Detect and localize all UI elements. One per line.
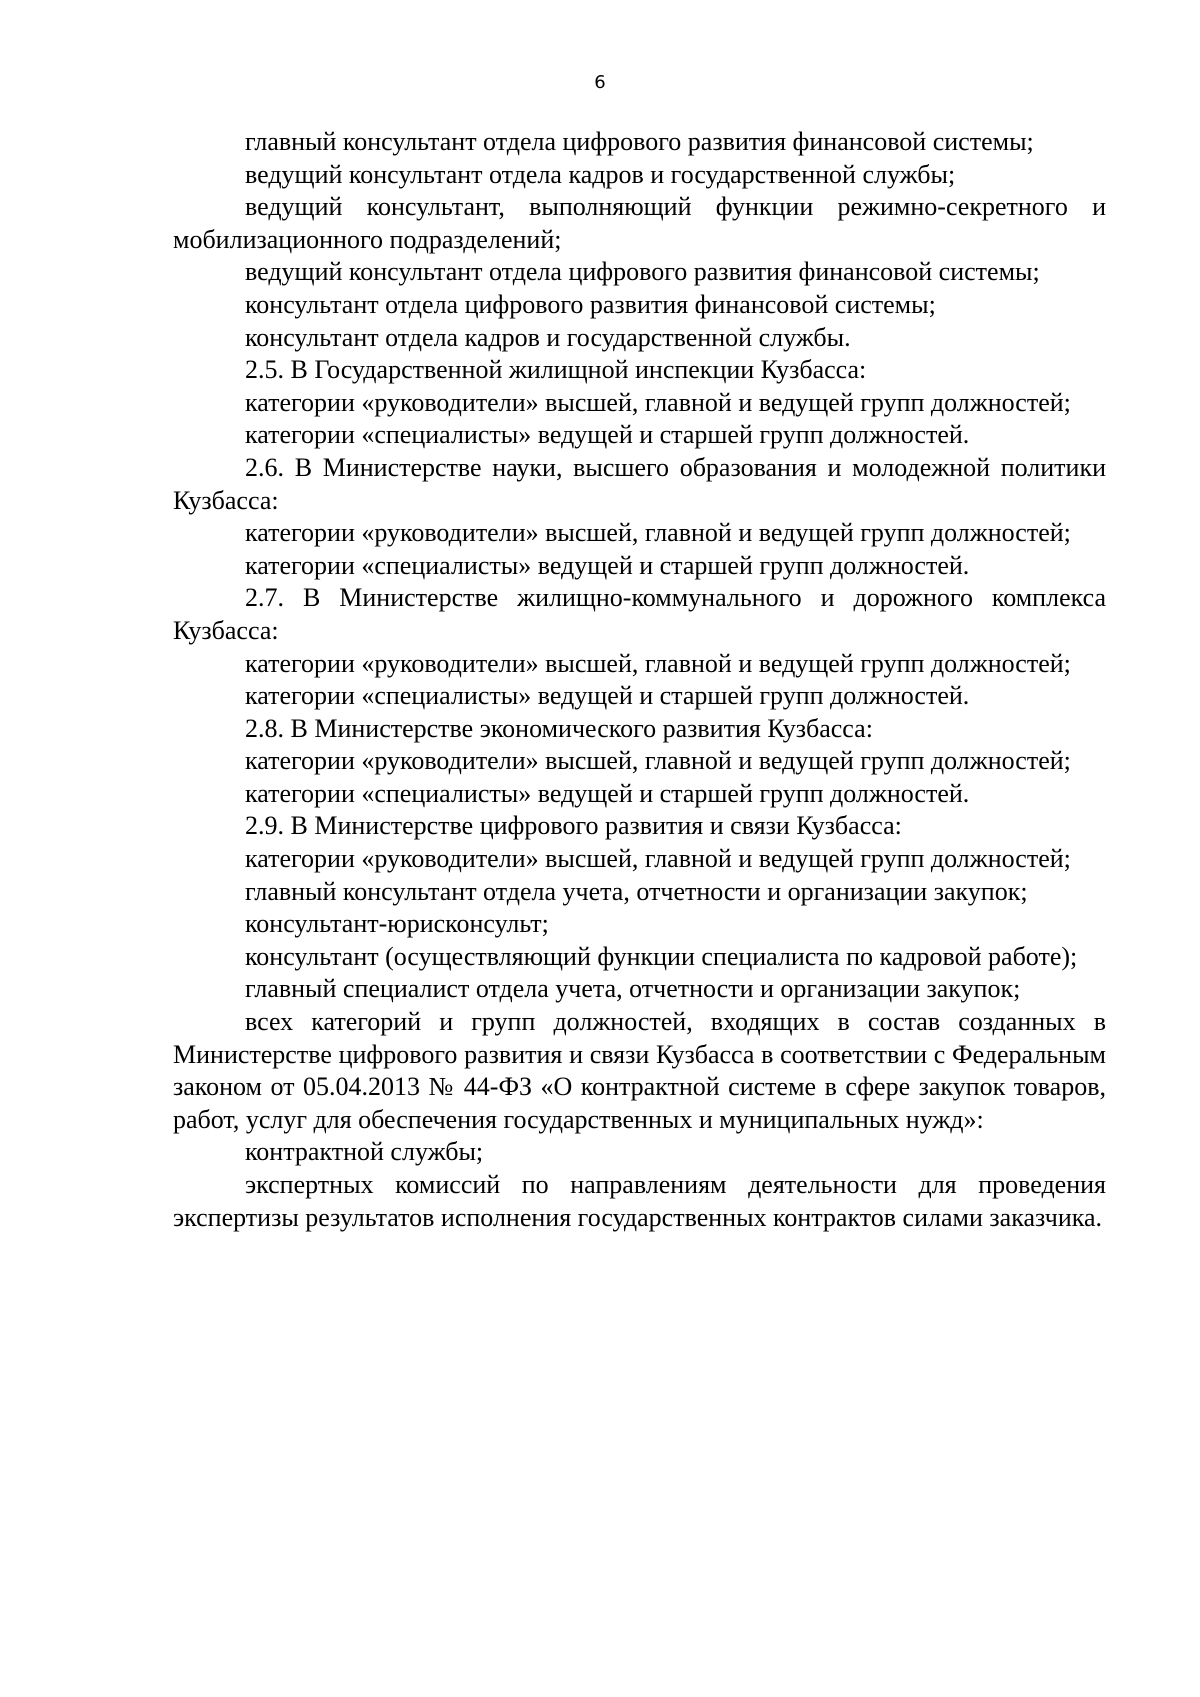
section-heading-2-7: 2.7. В Министерстве жилищно-коммунального и дорожного комплекса Кузбасса:: [173, 583, 1106, 645]
paragraph: главный консультант отдела учета, отчетности и организации закупок;: [245, 876, 1028, 906]
paragraph: категории «руководители» высшей, главной и ведущей групп должностей;: [245, 387, 1071, 417]
paragraph: категории «специалисты» ведущей и старшей групп должностей.: [245, 420, 970, 450]
section-heading-2-8: 2.8. В Министерстве экономического развития Кузбасса:: [245, 713, 873, 743]
paragraph: категории «руководители» высшей, главной и ведущей групп должностей;: [245, 844, 1071, 874]
paragraph: категории «руководители» высшей, главной и ведущей групп должностей;: [245, 746, 1071, 776]
paragraph: ведущий консультант отдела кадров и государственной службы;: [245, 159, 956, 189]
paragraph: категории «руководители» высшей, главной и ведущей групп должностей;: [245, 648, 1071, 678]
paragraph: контрактной службы;: [245, 1137, 484, 1167]
paragraph: всех категорий и групп должностей, входящих в состав созданных в Министерстве цифрового развития и связи Кузбасса в соответствии с Федеральным законом от 05.04.2013 № 44-ФЗ «О контрактной системе в сфере закупок товаров, работ, услуг для обеспечения государственных и муниципальных нужд»:: [173, 1007, 1106, 1134]
paragraph: консультант (осуществляющий функции специалиста по кадровой работе);: [245, 941, 1078, 971]
paragraph: консультант отдела цифрового развития финансовой системы;: [245, 289, 936, 319]
section-heading-2-5: 2.5. В Государственной жилищной инспекции Кузбасса:: [245, 355, 867, 385]
paragraph: ведущий консультант, выполняющий функции режимно-секретного и мобилизационного подразделений;: [173, 192, 1106, 254]
page-number: 6: [594, 72, 606, 93]
paragraph: главный специалист отдела учета, отчетности и организации закупок;: [245, 974, 1021, 1004]
paragraph: категории «руководители» высшей, главной и ведущей групп должностей;: [245, 518, 1071, 548]
paragraph: экспертных комиссий по направлениям деятельности для проведения экспертизы результатов исполнения государственных контрактов силами заказчика.: [173, 1170, 1106, 1232]
document-body: [173, 126, 1106, 1234]
section-heading-2-6: 2.6. В Министерстве науки, высшего образования и молодежной политики Кузбасса:: [173, 452, 1106, 515]
paragraph: консультант отдела кадров и государственной службы.: [245, 322, 851, 352]
paragraph: категории «специалисты» ведущей и старшей групп должностей.: [245, 681, 970, 711]
section-heading-2-9: 2.9. В Министерстве цифрового развития и связи Кузбасса:: [245, 811, 902, 841]
paragraph: ведущий консультант отдела цифрового развития финансовой системы;: [245, 257, 1040, 287]
paragraph: категории «специалисты» ведущей и старшей групп должностей.: [245, 778, 970, 808]
paragraph: категории «специалисты» ведущей и старшей групп должностей.: [245, 550, 970, 580]
paragraph: главный консультант отдела цифрового развития финансовой системы;: [245, 127, 1034, 156]
paragraph: консультант-юрисконсульт;: [245, 909, 549, 939]
